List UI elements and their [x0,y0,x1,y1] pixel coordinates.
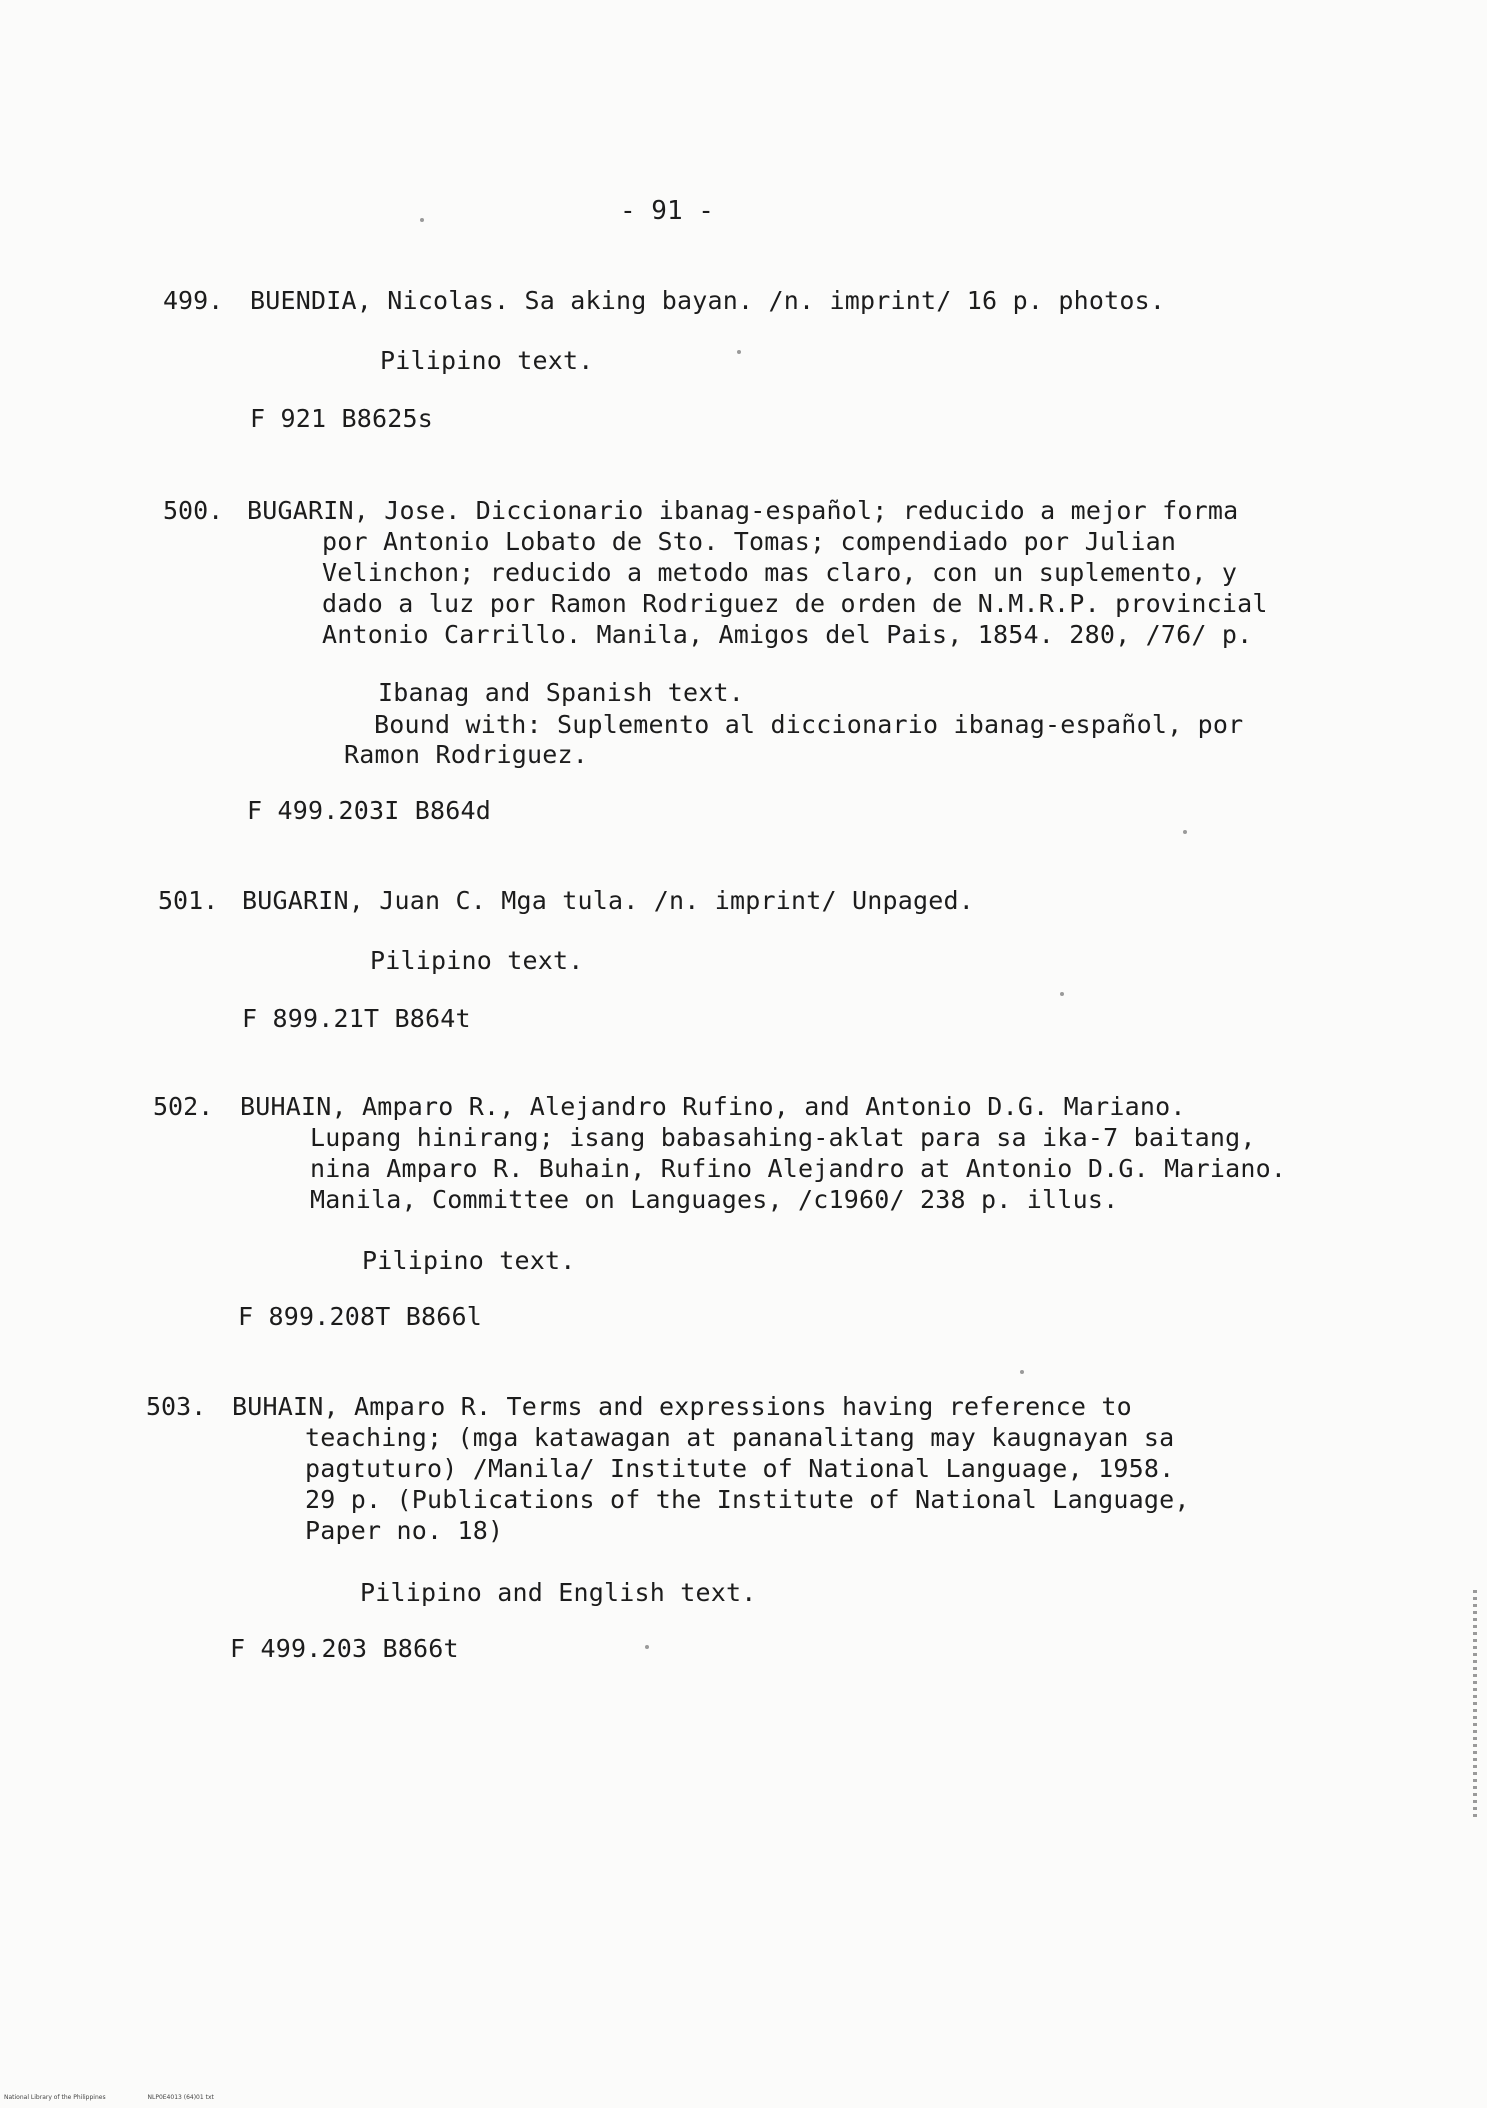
entry-line: por Antonio Lobato de Sto. Tomas; compendiado por Julian [322,527,1177,556]
footer-file-id: NLP0E4013 (64)01 txt [147,2094,214,2101]
entry-line: teaching; (mga katawagan at pananalitang may kaugnayan sa [305,1423,1175,1452]
entry-number: 499. [163,286,224,315]
entry-note: Pilipino text. [370,946,584,975]
scan-speck [737,350,741,354]
entry-note: Bound with: Suplemento al diccionario ibanag-español, por [374,710,1244,739]
entry-line: Paper no. 18) [305,1516,504,1545]
call-number: F 921 B8625s [250,404,434,433]
entry-note: Ramon Rodriguez. [344,740,589,769]
entry-note: Pilipino text. [380,346,594,375]
entry-line: Lupang hinirang; isang babasahing-aklat para sa ika-7 baitang, [310,1123,1256,1152]
scan-speck [1183,830,1187,834]
entry-line: BUHAIN, Amparo R., Alejandro Rufino, and Antonio D.G. Mariano. [240,1092,1186,1121]
entry-note: Pilipino text. [362,1246,576,1275]
scan-edge-marks [1473,1590,1477,1820]
call-number: F 499.203I B864d [247,796,492,825]
call-number: F 899.21T B864t [242,1004,471,1033]
entry-number: 500. [163,496,224,525]
entry-line: BUHAIN, Amparo R. Terms and expressions having reference to [232,1392,1132,1421]
entry-line: Velinchon; reducido a metodo mas claro, con un suplemento, y [322,558,1238,587]
entry-line: 29 p. (Publications of the Institute of National Language, [305,1485,1190,1514]
entry-note: Pilipino and English text. [360,1578,757,1607]
entry-line: BUGARIN, Jose. Diccionario ibanag-español; reducido a mejor forma [247,496,1239,525]
entry-line: BUGARIN, Juan C. Mga tula. /n. imprint/ Unpaged. [242,886,975,915]
page-number: - 91 - [620,196,714,226]
entry-number: 501. [158,886,219,915]
entry-number: 503. [146,1392,207,1421]
entry-line: dado a luz por Ramon Rodriguez de orden de N.M.R.P. provincial [322,589,1268,618]
scan-speck [1020,1370,1024,1374]
scan-speck [645,1645,649,1649]
call-number: F 899.208T B866l [238,1302,483,1331]
entry-note: Ibanag and Spanish text. [378,678,745,707]
entry-line: Manila, Committee on Languages, /c1960/ 238 p. illus. [310,1185,1119,1214]
scan-speck [420,218,424,222]
entry-line: nina Amparo R. Buhain, Rufino Alejandro at Antonio D.G. Mariano. [310,1154,1287,1183]
scan-footer [4,2094,254,2101]
entry-line: BUENDIA, Nicolas. Sa aking bayan. /n. imprint/ 16 p. photos. [250,286,1166,315]
entry-number: 502. [153,1092,214,1121]
entry-line: Antonio Carrillo. Manila, Amigos del Pais, 1854. 280, /76/ p. [322,620,1253,649]
scan-speck [1060,992,1064,996]
call-number: F 499.203 B866t [230,1634,459,1663]
footer-library: National Library of the Philippines [4,2094,106,2101]
entry-line: pagtuturo) /Manila/ Institute of National Language, 1958. [305,1454,1175,1483]
